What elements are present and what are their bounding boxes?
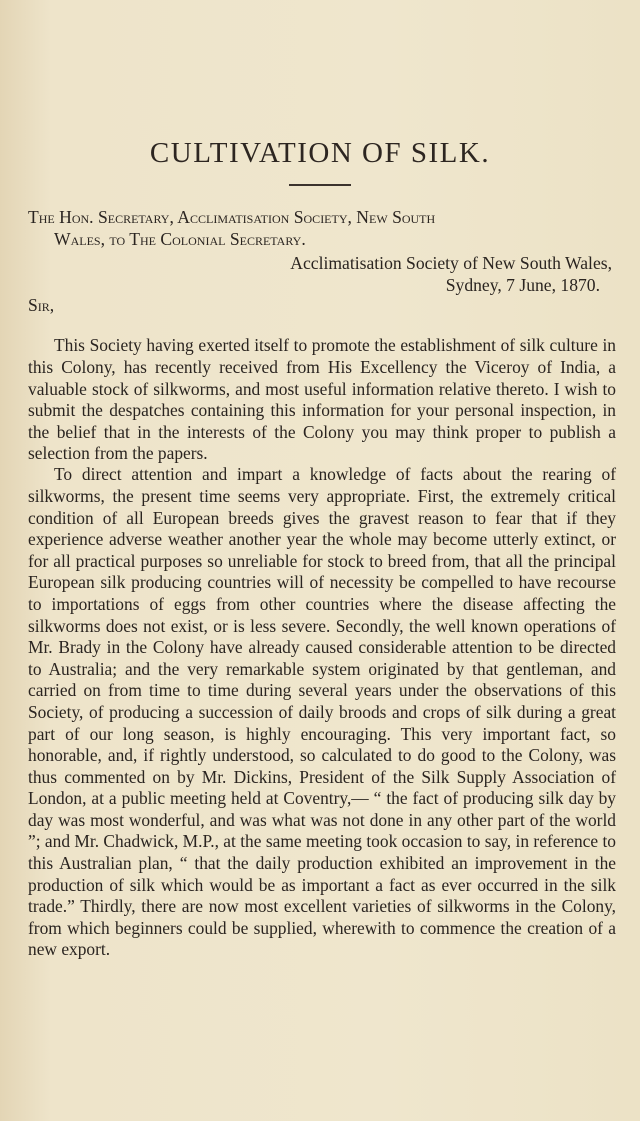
salutation: Sir, <box>28 295 55 315</box>
letter-heading <box>28 207 616 250</box>
title-divider <box>289 184 351 186</box>
document-title: CULTIVATION OF SILK. <box>149 137 491 169</box>
letter-address <box>290 253 612 296</box>
paragraph-1: This Society having exerted itself to promote the establishment of silk culture in this Colony, has recently received from His Excellency the Viceroy of India, a valuable stock of silkworms, and most useful information relative thereto. I wish to submit the despatches containing this information for your personal inspection, in the belief that in the interests of the Colony you may think proper to publish a selection from the papers. <box>28 335 616 464</box>
address-line2: Sydney, 7 June, 1870. <box>445 274 600 295</box>
letter-heading-line2: Wales, to The Colonial Secretary. <box>54 228 306 249</box>
letter-heading-line1: The Hon. Secretary, Acclimatisation Society, New South <box>28 207 436 227</box>
address-line1: Acclimatisation Society of New South Wales, <box>290 253 612 273</box>
paragraph-2: To direct attention and impart a knowledge of facts about the rearing of silkworms, the present time seems very appropriate. First, the extremely critical condition of all European breeds gives the gravest reason to fear that if they experience adverse weather another year the whole may become utterly extinct, or for all practical purposes so unreliable for stock to breed from, that all the principal European silk producing countries will of necessity be compelled to have recourse to importations of eggs from other countries where the disease affecting the silkworms does not exist, or is less severe. Secondly, the well known operations of Mr. Brady in the Colony have already caused considerable attention to be directed to Australia; and the very remarkable system originated by that gentleman, and carried on from time to time during several years under the observations of this Society, of producing a succession of daily broods and crops of silk during a great part of our long season, is highly encouraging. This very important fact, so honorable, and, if rightly understood, so calculated to do good to the Colony, was thus commented on by Mr. Dickins, President of the Silk Supply Association of London, at a public meeting held at Coventry,— “ the fact of producing silk day by day was most wonderful, and was what was not done in any other part of the world ”; and Mr. Chadwick, M.P., at the same meeting took occasion to say, in reference to this Australian plan, “ that the daily production exhibited an improvement in the production of silk which would be as important a fact as ever occurred in the silk trade.” Thirdly, there are now most excellent varieties of silkworms in the Colony, from which beginners could be supplied, wherewith to commence the creation of a new export. <box>28 464 616 960</box>
